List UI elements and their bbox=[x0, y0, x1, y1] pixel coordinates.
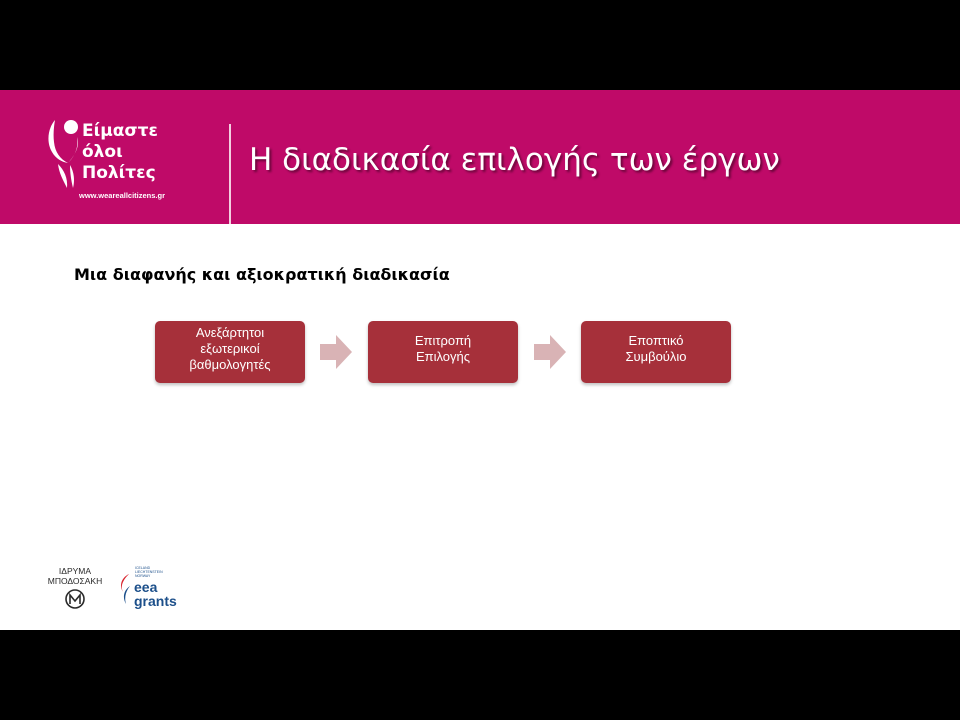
weareallcitizens-logo bbox=[46, 118, 216, 198]
flow-step-external-evaluators bbox=[155, 321, 305, 383]
eea-country-liechtenstein: LIECHTENSTEIN bbox=[135, 570, 163, 574]
bodossakis-emblem-icon bbox=[64, 588, 86, 610]
logo-url: www.weareallcitizens.gr bbox=[79, 191, 166, 200]
bodossakis-foundation-logo bbox=[44, 566, 106, 614]
eea-country-norway: NORWAY bbox=[135, 574, 151, 578]
figure-icon bbox=[46, 118, 82, 194]
eea-country-iceland: ICELAND bbox=[135, 566, 151, 570]
eea-wordmark-line2: grants bbox=[134, 593, 177, 609]
flow-step-label: Επιτροπή Επιλογής bbox=[414, 333, 472, 364]
flow-step-label: Εποπτικό Συμβούλιο bbox=[625, 333, 687, 364]
logo-text-line3: Πολίτες bbox=[82, 163, 156, 183]
right-arrow-icon bbox=[320, 335, 352, 369]
flow-step-label: Ανεξάρτητοι εξωτερικοί βαθμολογητές bbox=[189, 325, 271, 372]
eea-swirl-icon bbox=[118, 572, 132, 606]
header-divider bbox=[229, 124, 231, 224]
slide bbox=[0, 90, 960, 630]
bodossakis-text-line2: ΜΠΟΔΟΣΑΚΗ bbox=[47, 576, 103, 586]
header-banner bbox=[0, 90, 960, 224]
page-title: Η διαδικασία επιλογής των έργων bbox=[249, 142, 780, 178]
flow-step-supervisory-board bbox=[581, 321, 731, 383]
slide-subtitle: Μια διαφανής και αξιοκρατική διαδικασία bbox=[74, 265, 450, 284]
bodossakis-text-line1: ΙΔΡΥΜΑ bbox=[58, 566, 92, 576]
logo-text-line2: όλοι bbox=[82, 142, 123, 162]
right-arrow-icon bbox=[534, 335, 566, 369]
eea-wordmark-line1: eea bbox=[134, 579, 158, 595]
eea-grants-logo bbox=[118, 566, 194, 616]
logo-text-line1: Είμαστε bbox=[82, 121, 158, 141]
flow-step-selection-committee bbox=[368, 321, 518, 383]
footer-logos bbox=[44, 566, 194, 616]
